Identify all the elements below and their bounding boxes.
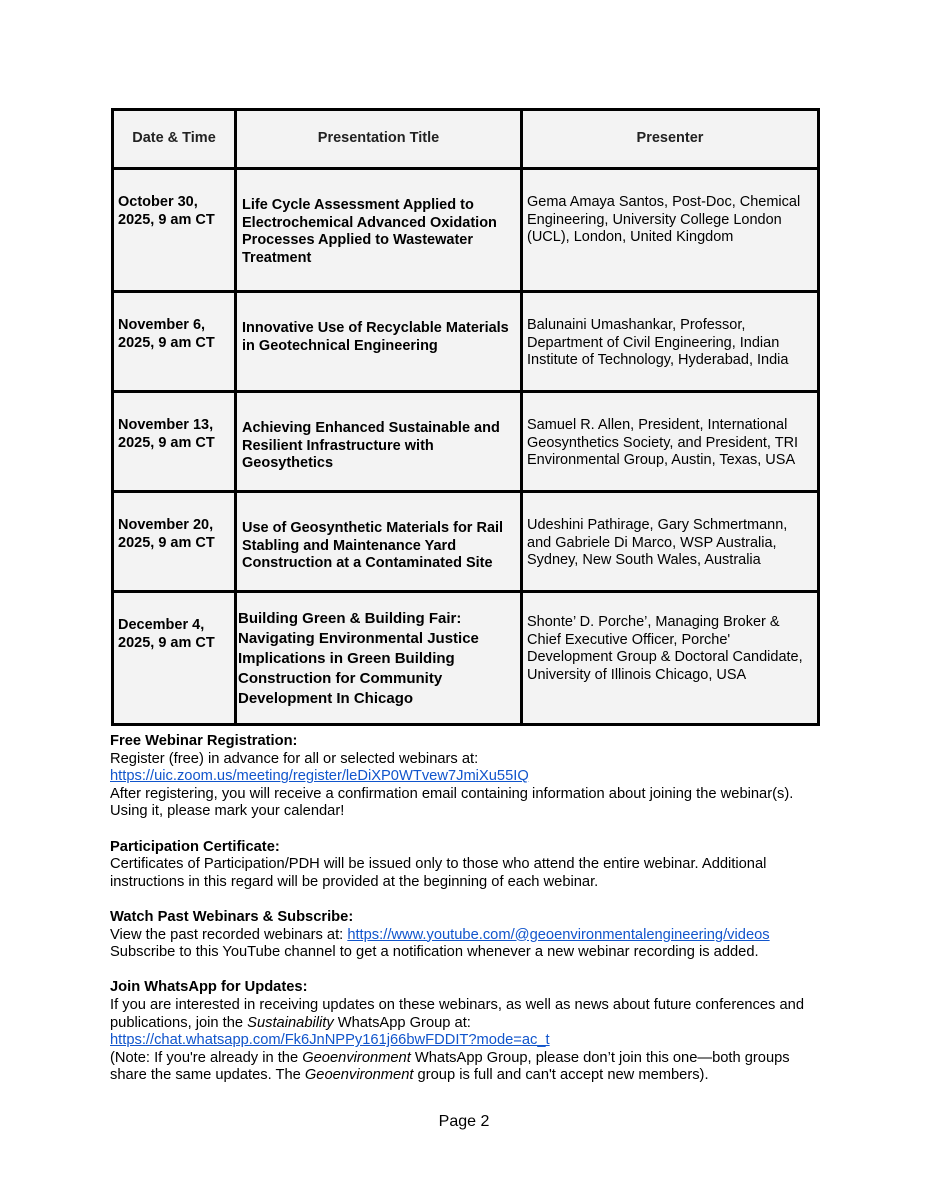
whatsapp-text: If you are interested in receiving updates on these webinars, as well as news about future conferences and publications, join the <box>110 996 804 1031</box>
title-cell: Building Green & Building Fair: Navigating Environmental Justice Implications in Green Building Construction for Community Development In Chicago <box>236 592 522 725</box>
presenter-cell: Balunaini Umashankar, Professor, Department of Civil Engineering, Indian Institute of Technology, Hyderabad, India <box>522 292 819 392</box>
header-date: Date & Time <box>113 110 236 169</box>
table-row <box>113 292 819 392</box>
group-name: Sustainability <box>247 1014 334 1031</box>
table-header-row <box>113 110 819 169</box>
webinar-schedule-table <box>111 108 820 726</box>
date-cell: November 13, 2025, 9 am CT <box>113 392 236 492</box>
subscribe-text: Subscribe to this YouTube channel to get a notification whenever a new webinar recording is added. <box>110 944 759 961</box>
registration-note: After registering, you will receive a confirmation email containing information about joining the webinar(s). Using it, please mark your calendar! <box>110 785 794 820</box>
group-name: Geoenvironment <box>302 1049 411 1066</box>
registration-text: Register (free) in advance for all or selected webinars at: <box>110 750 479 767</box>
date-cell: October 30, 2025, 9 am CT <box>113 169 236 292</box>
certificate-heading: Participation Certificate: <box>110 838 280 855</box>
notes-section <box>110 733 830 1102</box>
group-name: Geoenvironment <box>304 1067 414 1084</box>
title-cell: Life Cycle Assessment Applied to Electrochemical Advanced Oxidation Processes Applied to Wastewater Treatment <box>236 169 522 292</box>
certificate-text: Certificates of Participation/PDH will be issued only to those who attend the entire webinar. Additional instructions in this regard will be provided at the beginning of each webinar. <box>110 856 767 890</box>
page-number: Page 2 <box>438 1113 490 1130</box>
title-cell: Achieving Enhanced Sustainable and Resilient Infrastructure with Geosythetics <box>236 392 522 492</box>
title-cell: Innovative Use of Recyclable Materials in Geotechnical Engineering <box>236 292 522 392</box>
date-cell: November 20, 2025, 9 am CT <box>113 492 236 592</box>
presenter-cell: Udeshini Pathirage, Gary Schmertmann, and Gabriele Di Marco, WSP Australia, Sydney, New South Wales, Australia <box>522 492 819 592</box>
whatsapp-section <box>110 979 830 1085</box>
table-row <box>113 169 819 292</box>
certificate-section <box>110 839 830 892</box>
header-presenter: Presenter <box>522 110 819 169</box>
whatsapp-heading: Join WhatsApp for Updates: <box>110 979 308 996</box>
header-title: Presentation Title <box>236 110 522 169</box>
date-cell: November 6, 2025, 9 am CT <box>113 292 236 392</box>
table-row <box>113 592 819 725</box>
registration-section <box>110 733 830 821</box>
presenter-cell: Shonte’ D. Porche’, Managing Broker & Chief Executive Officer, Porche' Development Group & Doctoral Candidate, University of Illinois Chicago, USA <box>522 592 819 725</box>
note-text: (Note: If you're already in the <box>110 1049 303 1066</box>
whatsapp-link[interactable]: https://chat.whatsapp.com/Fk6JnNPPy161j66bwFDDIT?mode=ac_t <box>110 1032 550 1049</box>
note-text: group is full and can't accept new members). <box>413 1067 709 1084</box>
presenter-cell: Samuel R. Allen, President, International Geosynthetics Society, and President, TRI Environmental Group, Austin, Texas, USA <box>522 392 819 492</box>
registration-link[interactable]: https://uic.zoom.us/meeting/register/leDiXP0WTvew7JmiXu55IQ <box>110 768 529 785</box>
past-webinars-heading: Watch Past Webinars & Subscribe: <box>110 908 354 925</box>
date-cell: December 4, 2025, 9 am CT <box>113 592 236 725</box>
presenter-cell: Gema Amaya Santos, Post-Doc, Chemical Engineering, University College London (UCL), London, United Kingdom <box>522 169 819 292</box>
registration-heading: Free Webinar Registration: <box>110 733 298 749</box>
table-row <box>113 392 819 492</box>
past-webinars-section <box>110 909 830 962</box>
table-row <box>113 492 819 592</box>
note-text: WhatsApp Group, please don’t join this one—both groups share the same updates. The <box>110 1049 790 1084</box>
whatsapp-text: WhatsApp Group at: <box>333 1014 471 1031</box>
youtube-link[interactable]: https://www.youtube.com/@geoenvironmentalengineering/videos <box>347 926 770 943</box>
past-webinars-prefix: View the past recorded webinars at: <box>110 926 348 943</box>
title-cell: Use of Geosynthetic Materials for Rail Stabling and Maintenance Yard Construction at a Contaminated Site <box>236 492 522 592</box>
